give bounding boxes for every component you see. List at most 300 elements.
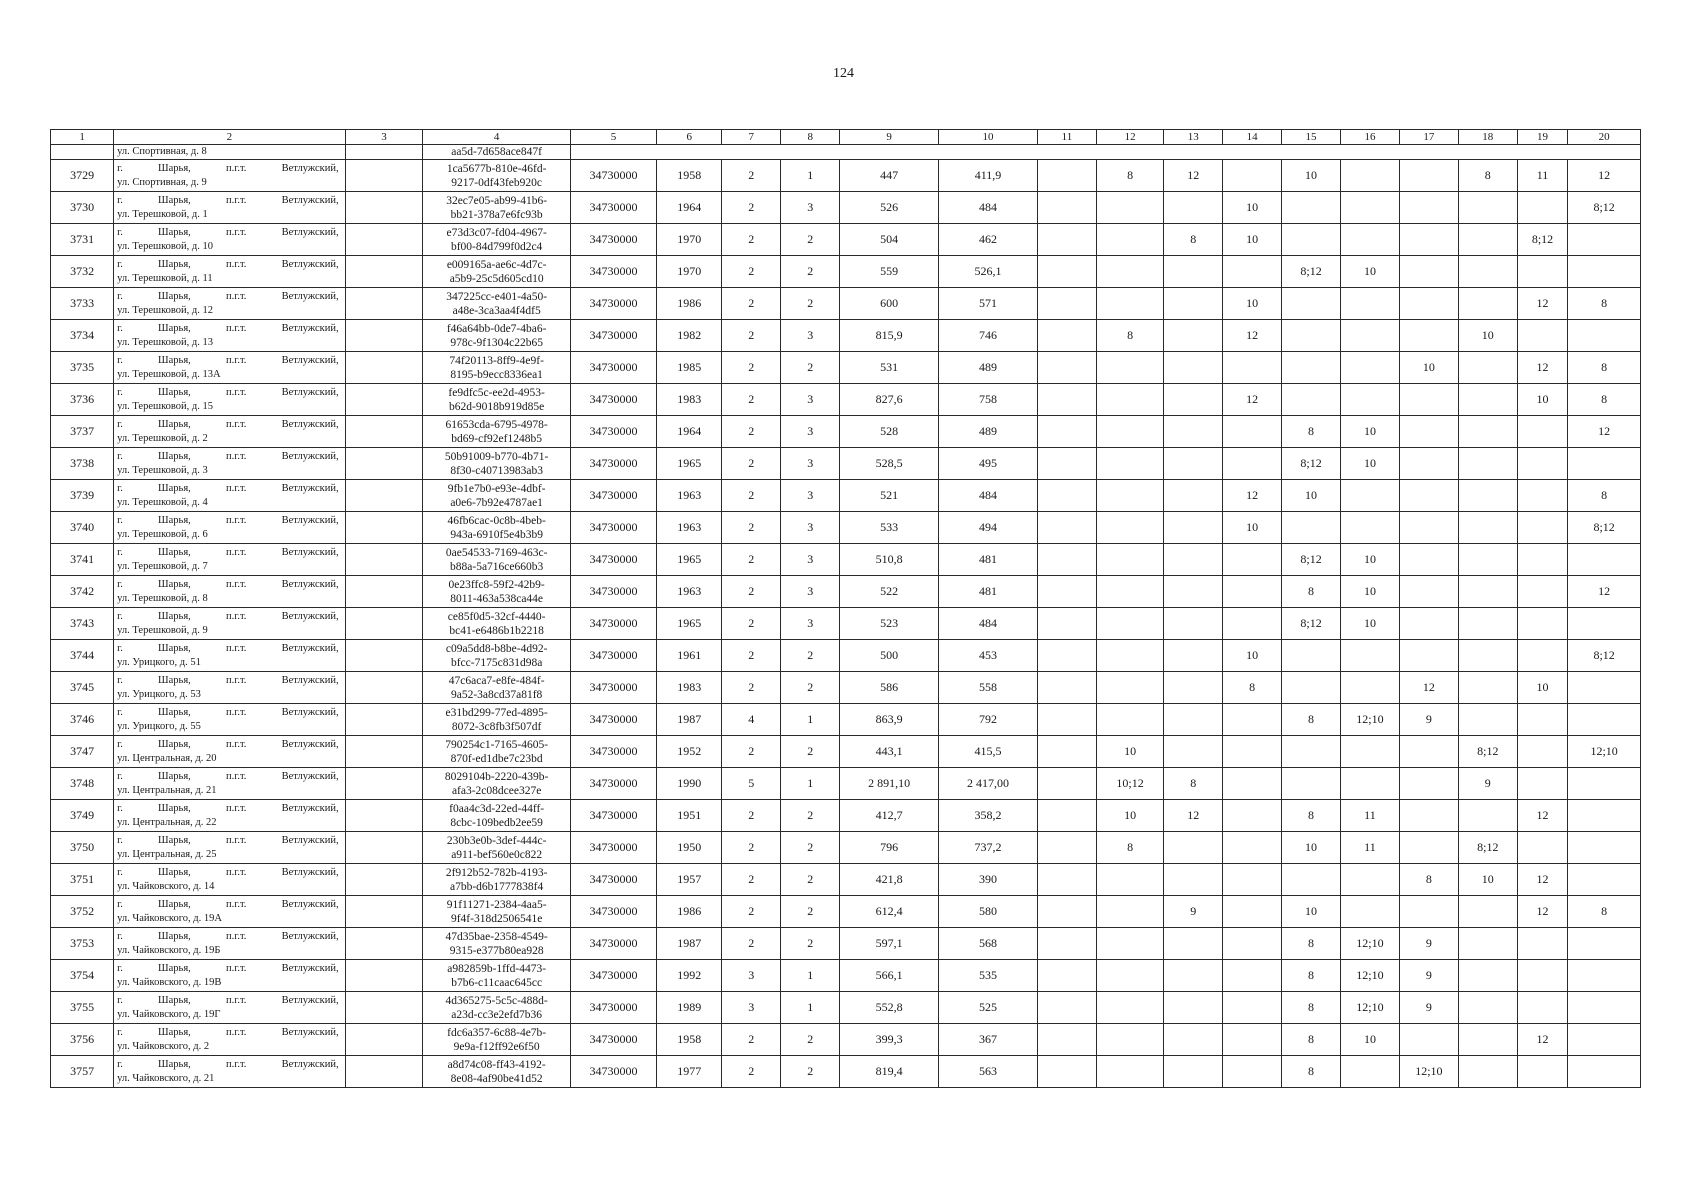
address-settlement-type: п.г.т. <box>225 418 247 430</box>
work-year-cell-col-13 <box>1164 1056 1223 1088</box>
house-guid-part: a982859b-1ffd-4473- <box>447 962 547 975</box>
floors-count: 2 <box>722 352 781 384</box>
work-year-cell-col-15 <box>1282 224 1341 256</box>
work-year-cell-col-17 <box>1399 544 1458 576</box>
living-area: 411,9 <box>939 160 1038 192</box>
floors-count: 5 <box>722 768 781 800</box>
address-line-settlement <box>117 226 345 240</box>
work-year-cell-col-19 <box>1517 576 1568 608</box>
floors-count: 2 <box>722 320 781 352</box>
work-year-cell-col-11 <box>1037 352 1096 384</box>
work-year-cell-col-16 <box>1341 672 1400 704</box>
work-year-cell-col-17 <box>1399 416 1458 448</box>
record-number: 3733 <box>51 288 114 320</box>
address-name: Шарья, <box>158 418 191 430</box>
floors-count: 2 <box>722 224 781 256</box>
oktmo-code: 34730000 <box>570 960 656 992</box>
work-year-cell-col-18 <box>1458 1024 1517 1056</box>
oktmo-code: 34730000 <box>570 704 656 736</box>
work-year-cell-col-15 <box>1282 512 1341 544</box>
work-year-cell-col-20: 8 <box>1568 352 1641 384</box>
work-year-cell-col-14 <box>1223 864 1282 896</box>
house-guid-part: bd69-cf92ef1248b5 <box>451 432 542 445</box>
work-year-cell-col-13 <box>1164 320 1223 352</box>
work-year-cell-col-14 <box>1223 416 1282 448</box>
work-year-cell-col-19 <box>1517 192 1568 224</box>
work-year-cell-col-17 <box>1399 736 1458 768</box>
work-year-cell-col-16: 10 <box>1341 608 1400 640</box>
address-street: ул. Чайковского, д. 2 <box>117 1040 210 1052</box>
column-3-cell <box>345 256 423 288</box>
build-year: 1964 <box>657 416 722 448</box>
build-year: 1963 <box>657 480 722 512</box>
address-settlement-type: п.г.т. <box>225 834 247 846</box>
work-year-cell-col-13 <box>1164 608 1223 640</box>
work-year-cell-col-18 <box>1458 288 1517 320</box>
work-year-cell-col-15: 8 <box>1282 960 1341 992</box>
house-guid-cell <box>423 736 570 768</box>
column-header: 4 <box>423 130 570 145</box>
column-3-cell <box>345 800 423 832</box>
entrances-count: 2 <box>781 736 840 768</box>
house-guid-cell <box>423 896 570 928</box>
address-line-settlement <box>117 994 345 1008</box>
work-year-cell-col-20: 12 <box>1568 576 1641 608</box>
living-area: 495 <box>939 448 1038 480</box>
address-town: г. <box>117 962 123 974</box>
work-year-cell-col-14: 10 <box>1223 640 1282 672</box>
work-year-cell-col-13 <box>1164 192 1223 224</box>
work-year-cell-col-16 <box>1341 768 1400 800</box>
house-guid-part: 8011-463a538ca44e <box>450 592 544 605</box>
work-year-cell-col-18 <box>1458 256 1517 288</box>
work-year-cell-col-15: 8;12 <box>1282 544 1341 576</box>
address-street: ул. Чайковского, д. 19А <box>117 912 222 924</box>
work-year-cell-col-18 <box>1458 480 1517 512</box>
work-year-cell-col-13 <box>1164 480 1223 512</box>
house-guid-part: a8d74c08-ff43-4192- <box>447 1058 546 1071</box>
work-year-cell-col-11 <box>1037 672 1096 704</box>
work-year-cell-col-13: 12 <box>1164 160 1223 192</box>
work-year-cell-col-17 <box>1399 256 1458 288</box>
column-3-cell <box>345 992 423 1024</box>
work-year-cell-col-20: 8 <box>1568 480 1641 512</box>
entrances-count: 2 <box>781 224 840 256</box>
house-guid-cell <box>423 768 570 800</box>
entrances-count: 3 <box>781 608 840 640</box>
work-year-cell-col-17: 10 <box>1399 352 1458 384</box>
record-number: 3745 <box>51 672 114 704</box>
address-settlement-type: п.г.т. <box>225 866 247 878</box>
house-guid-cell <box>423 192 570 224</box>
table-row <box>51 928 1641 960</box>
continuation-uuid: aa5d-7d658ace847f <box>423 145 570 160</box>
total-area: 528,5 <box>840 448 939 480</box>
build-year: 1985 <box>657 352 722 384</box>
work-year-cell-col-11 <box>1037 960 1096 992</box>
address-street: ул. Урицкого, д. 53 <box>117 688 201 700</box>
record-number: 3751 <box>51 864 114 896</box>
work-year-cell-col-17 <box>1399 1024 1458 1056</box>
table-row <box>51 352 1641 384</box>
house-guid-part: bf00-84d799f0d2c4 <box>450 240 543 253</box>
address-street: ул. Терешковой, д. 1 <box>117 208 208 220</box>
work-year-cell-col-11 <box>1037 224 1096 256</box>
address-settlement-type: п.г.т. <box>225 482 247 494</box>
address-cell <box>114 608 346 640</box>
column-header: 15 <box>1282 130 1341 145</box>
living-area: 481 <box>939 576 1038 608</box>
build-year: 1963 <box>657 576 722 608</box>
work-year-cell-col-13 <box>1164 864 1223 896</box>
work-year-cell-col-19: 12 <box>1517 896 1568 928</box>
table-row <box>51 800 1641 832</box>
table-row <box>51 320 1641 352</box>
oktmo-code: 34730000 <box>570 928 656 960</box>
total-area: 531 <box>840 352 939 384</box>
living-area: 580 <box>939 896 1038 928</box>
oktmo-code: 34730000 <box>570 832 656 864</box>
table-row <box>51 640 1641 672</box>
work-year-cell-col-20: 8;12 <box>1568 640 1641 672</box>
work-year-cell-col-14 <box>1223 736 1282 768</box>
work-year-cell-col-13 <box>1164 672 1223 704</box>
column-3-cell <box>345 576 423 608</box>
total-area: 510,8 <box>840 544 939 576</box>
total-area: 399,3 <box>840 1024 939 1056</box>
house-guid-cell <box>423 512 570 544</box>
address-cell <box>114 832 346 864</box>
floors-count: 3 <box>722 960 781 992</box>
work-year-cell-col-17 <box>1399 512 1458 544</box>
address-town: г. <box>117 738 123 750</box>
address-settlement-type: п.г.т. <box>225 578 247 590</box>
entrances-count: 2 <box>781 1024 840 1056</box>
table-row <box>51 416 1641 448</box>
work-year-cell-col-14 <box>1223 544 1282 576</box>
house-guid-part: 943a-6910f5e4b3b9 <box>450 528 543 541</box>
column-3-cell <box>345 352 423 384</box>
work-year-cell-col-18 <box>1458 928 1517 960</box>
house-guid-part: 61653cda-6795-4978- <box>445 418 548 431</box>
floors-count: 2 <box>722 416 781 448</box>
work-year-cell-col-11 <box>1037 480 1096 512</box>
address-street: ул. Центральная, д. 21 <box>117 784 217 796</box>
living-area: 481 <box>939 544 1038 576</box>
work-year-cell-col-15 <box>1282 768 1341 800</box>
house-guid-part: fe9dfc5c-ee2d-4953- <box>448 386 545 399</box>
work-year-cell-col-19: 8;12 <box>1517 224 1568 256</box>
column-3-cell <box>345 480 423 512</box>
address-settlement: Ветлужский, <box>281 802 339 814</box>
work-year-cell-col-16 <box>1341 384 1400 416</box>
column-header: 10 <box>939 130 1038 145</box>
work-year-cell-col-15 <box>1282 352 1341 384</box>
work-year-cell-col-12 <box>1096 864 1163 896</box>
house-guid-part: bfcc-7175c831d98a <box>450 656 543 669</box>
work-year-cell-col-16: 12;10 <box>1341 960 1400 992</box>
work-year-cell-col-19 <box>1517 928 1568 960</box>
address-name: Шарья, <box>158 450 191 462</box>
oktmo-code: 34730000 <box>570 160 656 192</box>
work-year-cell-col-19 <box>1517 512 1568 544</box>
table-row <box>51 256 1641 288</box>
work-year-cell-col-17: 12;10 <box>1399 1056 1458 1088</box>
house-guid-cell <box>423 672 570 704</box>
work-year-cell-col-17: 9 <box>1399 928 1458 960</box>
work-year-cell-col-17 <box>1399 480 1458 512</box>
address-name: Шарья, <box>158 290 191 302</box>
table-row <box>51 512 1641 544</box>
work-year-cell-col-19 <box>1517 768 1568 800</box>
address-cell <box>114 544 346 576</box>
work-year-cell-col-17: 9 <box>1399 992 1458 1024</box>
work-year-cell-col-13 <box>1164 256 1223 288</box>
record-number: 3738 <box>51 448 114 480</box>
build-year: 1982 <box>657 320 722 352</box>
build-year: 1983 <box>657 384 722 416</box>
build-year: 1957 <box>657 864 722 896</box>
work-year-cell-col-15: 8 <box>1282 576 1341 608</box>
address-line-settlement <box>117 194 345 208</box>
address-settlement: Ветлужский, <box>281 482 339 494</box>
column-3-cell <box>345 832 423 864</box>
address-line-settlement <box>117 386 345 400</box>
entrances-count: 1 <box>781 160 840 192</box>
address-settlement: Ветлужский, <box>281 322 339 334</box>
address-settlement-type: п.г.т. <box>225 162 247 174</box>
work-year-cell-col-15: 8 <box>1282 416 1341 448</box>
total-area: 412,7 <box>840 800 939 832</box>
address-cell <box>114 416 346 448</box>
address-town: г. <box>117 546 123 558</box>
work-year-cell-col-15: 8;12 <box>1282 448 1341 480</box>
oktmo-code: 34730000 <box>570 576 656 608</box>
floors-count: 2 <box>722 384 781 416</box>
house-guid-part: e009165a-ae6c-4d7c- <box>446 258 547 271</box>
address-settlement-type: п.г.т. <box>225 1026 247 1038</box>
house-guid-cell <box>423 448 570 480</box>
column-header: 20 <box>1568 130 1641 145</box>
work-year-cell-col-11 <box>1037 768 1096 800</box>
column-3-cell <box>345 960 423 992</box>
work-year-cell-col-19 <box>1517 640 1568 672</box>
column-3-cell <box>345 544 423 576</box>
work-year-cell-col-12 <box>1096 448 1163 480</box>
address-settlement: Ветлужский, <box>281 418 339 430</box>
column-3-cell <box>345 864 423 896</box>
address-settlement: Ветлужский, <box>281 834 339 846</box>
work-year-cell-col-12: 10;12 <box>1096 768 1163 800</box>
build-year: 1990 <box>657 768 722 800</box>
address-street: ул. Терешковой, д. 13А <box>117 368 221 380</box>
column-3-cell <box>345 160 423 192</box>
build-year: 1964 <box>657 192 722 224</box>
work-year-cell-col-13 <box>1164 352 1223 384</box>
address-street: ул. Спортивная, д. 9 <box>117 176 207 188</box>
house-guid-part: 74f20113-8ff9-4e9f- <box>449 354 544 367</box>
work-year-cell-col-19: 11 <box>1517 160 1568 192</box>
floors-count: 2 <box>722 1056 781 1088</box>
work-year-cell-col-18 <box>1458 448 1517 480</box>
house-guid-part: 9f4f-318d2506541e <box>450 912 543 925</box>
total-area: 819,4 <box>840 1056 939 1088</box>
work-year-cell-col-16 <box>1341 480 1400 512</box>
work-year-cell-col-12 <box>1096 256 1163 288</box>
table-row <box>51 704 1641 736</box>
address-cell <box>114 384 346 416</box>
work-year-cell-col-20 <box>1568 960 1641 992</box>
column-header: 18 <box>1458 130 1517 145</box>
work-year-cell-col-11 <box>1037 384 1096 416</box>
house-guid-part: b88a-5a716ce660b3 <box>450 560 544 573</box>
floors-count: 2 <box>722 544 781 576</box>
record-number: 3744 <box>51 640 114 672</box>
work-year-cell-col-20 <box>1568 544 1641 576</box>
living-area: 525 <box>939 992 1038 1024</box>
address-settlement: Ветлужский, <box>281 386 339 398</box>
entrances-count: 2 <box>781 832 840 864</box>
column-3-cell <box>345 704 423 736</box>
house-guid-cell <box>423 640 570 672</box>
record-number: 3739 <box>51 480 114 512</box>
house-guid-cell <box>423 992 570 1024</box>
work-year-cell-col-11 <box>1037 704 1096 736</box>
house-guid-cell <box>423 288 570 320</box>
record-number: 3746 <box>51 704 114 736</box>
address-settlement-type: п.г.т. <box>225 802 247 814</box>
oktmo-code: 34730000 <box>570 768 656 800</box>
work-year-cell-col-11 <box>1037 1024 1096 1056</box>
work-year-cell-col-12 <box>1096 928 1163 960</box>
floors-count: 2 <box>722 928 781 960</box>
address-line-settlement <box>117 962 345 976</box>
total-area: 552,8 <box>840 992 939 1024</box>
work-year-cell-col-17: 9 <box>1399 960 1458 992</box>
work-year-cell-col-20 <box>1568 992 1641 1024</box>
work-year-cell-col-18 <box>1458 608 1517 640</box>
house-guid-part: a911-bef560e0c822 <box>451 848 543 861</box>
address-town: г. <box>117 386 123 398</box>
floors-count: 2 <box>722 800 781 832</box>
work-year-cell-col-13: 8 <box>1164 224 1223 256</box>
column-3-cell <box>345 384 423 416</box>
work-year-cell-col-12 <box>1096 544 1163 576</box>
work-year-cell-col-12: 10 <box>1096 800 1163 832</box>
table-row <box>51 192 1641 224</box>
work-year-cell-col-18 <box>1458 704 1517 736</box>
address-name: Шарья, <box>158 546 191 558</box>
work-year-cell-col-13 <box>1164 1024 1223 1056</box>
address-settlement-type: п.г.т. <box>225 354 247 366</box>
work-year-cell-col-15 <box>1282 384 1341 416</box>
work-year-cell-col-18 <box>1458 352 1517 384</box>
work-year-cell-col-14 <box>1223 448 1282 480</box>
work-year-cell-col-13: 12 <box>1164 800 1223 832</box>
address-line-settlement <box>117 898 345 912</box>
address-settlement: Ветлужский, <box>281 162 339 174</box>
work-year-cell-col-11 <box>1037 288 1096 320</box>
work-year-cell-col-14: 12 <box>1223 480 1282 512</box>
oktmo-code: 34730000 <box>570 640 656 672</box>
work-year-cell-col-11 <box>1037 992 1096 1024</box>
address-line-settlement <box>117 1026 345 1040</box>
address-line-settlement <box>117 802 345 816</box>
house-guid-part: 8e08-4af90be41d52 <box>450 1072 543 1085</box>
work-year-cell-col-15: 10 <box>1282 832 1341 864</box>
work-year-cell-col-13 <box>1164 992 1223 1024</box>
work-year-cell-col-11 <box>1037 160 1096 192</box>
work-year-cell-col-14: 10 <box>1223 512 1282 544</box>
address-line-settlement <box>117 578 345 592</box>
work-year-cell-col-19 <box>1517 320 1568 352</box>
work-year-cell-col-16 <box>1341 224 1400 256</box>
work-year-cell-col-14 <box>1223 160 1282 192</box>
address-settlement-type: п.г.т. <box>225 386 247 398</box>
address-name: Шарья, <box>158 770 191 782</box>
living-area: 484 <box>939 192 1038 224</box>
work-year-cell-col-20 <box>1568 320 1641 352</box>
address-settlement-type: п.г.т. <box>225 514 247 526</box>
table-row <box>51 576 1641 608</box>
work-year-cell-col-13 <box>1164 416 1223 448</box>
build-year: 1965 <box>657 448 722 480</box>
house-guid-cell <box>423 1024 570 1056</box>
house-guid-part: 0ae54533-7169-463c- <box>445 546 548 559</box>
build-year: 1989 <box>657 992 722 1024</box>
table-row <box>51 896 1641 928</box>
address-cell <box>114 960 346 992</box>
work-year-cell-col-15 <box>1282 640 1341 672</box>
floors-count: 4 <box>722 704 781 736</box>
column-header: 6 <box>657 130 722 145</box>
work-year-cell-col-16: 10 <box>1341 544 1400 576</box>
work-year-cell-col-15: 8 <box>1282 1056 1341 1088</box>
living-area: 489 <box>939 416 1038 448</box>
oktmo-code: 34730000 <box>570 864 656 896</box>
work-year-cell-col-16: 10 <box>1341 416 1400 448</box>
column-header: 16 <box>1341 130 1400 145</box>
record-number: 3737 <box>51 416 114 448</box>
work-year-cell-col-16: 10 <box>1341 576 1400 608</box>
record-number: 3750 <box>51 832 114 864</box>
house-guid-cell <box>423 800 570 832</box>
total-area: 612,4 <box>840 896 939 928</box>
house-guid-part: 8195-b9ecc8336ea1 <box>450 368 543 381</box>
total-area: 600 <box>840 288 939 320</box>
work-year-cell-col-19: 10 <box>1517 384 1568 416</box>
work-year-cell-col-19: 12 <box>1517 352 1568 384</box>
work-year-cell-col-12: 8 <box>1096 160 1163 192</box>
work-year-cell-col-19 <box>1517 416 1568 448</box>
table-row <box>51 480 1641 512</box>
build-year: 1983 <box>657 672 722 704</box>
floors-count: 2 <box>722 672 781 704</box>
work-year-cell-col-18 <box>1458 640 1517 672</box>
address-name: Шарья, <box>158 194 191 206</box>
entrances-count: 1 <box>781 768 840 800</box>
work-year-cell-col-18 <box>1458 896 1517 928</box>
work-year-cell-col-17 <box>1399 384 1458 416</box>
work-year-cell-col-16: 12;10 <box>1341 928 1400 960</box>
build-year: 1977 <box>657 1056 722 1088</box>
column-header: 3 <box>345 130 423 145</box>
address-cell <box>114 736 346 768</box>
address-street: ул. Чайковского, д. 19В <box>117 976 222 988</box>
work-year-cell-col-17 <box>1399 768 1458 800</box>
continuation-row <box>51 145 1641 160</box>
column-3-cell <box>345 736 423 768</box>
